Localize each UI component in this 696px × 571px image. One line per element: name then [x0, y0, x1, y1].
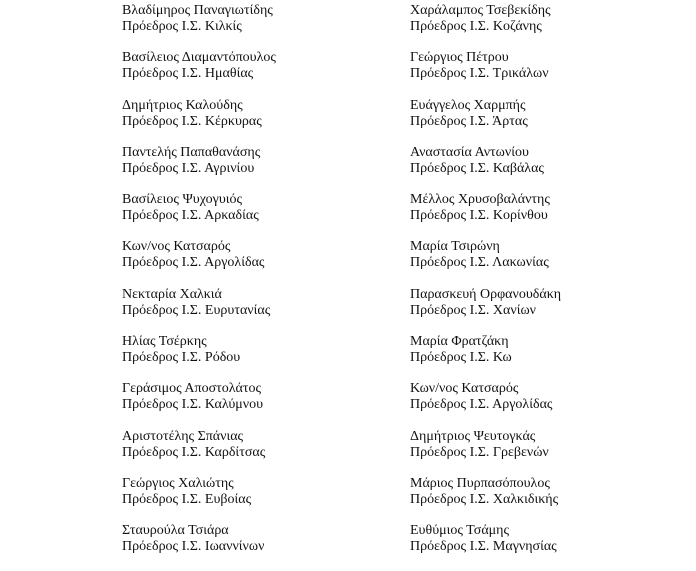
- signatory-name: Ευάγγελος Χαρμπής: [410, 97, 526, 113]
- signatory-entry: [410, 476, 561, 523]
- signatory-entry: [122, 523, 276, 570]
- signatory-entry: [410, 98, 561, 145]
- signatory-name: Χαράλαμπος Τσεβεκίδης: [410, 3, 551, 18]
- signatory-entry: [410, 192, 561, 239]
- signatory-entry: [122, 3, 276, 50]
- signatory-name: Βασίλειος Διαμαντόπουλος: [122, 50, 276, 66]
- signatory-title: Πρόεδρος Ι.Σ. Κιλκίς: [122, 19, 242, 34]
- signatory-name: Γεώργιος Χαλιώτης: [122, 475, 234, 491]
- signatory-entry: [410, 3, 561, 50]
- signatory-title: Πρόεδρος Ι.Σ. Τρικάλων: [410, 66, 549, 82]
- signatory-name: Νεκταρία Χαλκιά: [122, 286, 222, 302]
- signatory-name: Γεώργιος Πέτρου: [410, 50, 509, 66]
- signatory-name: Παντελής Παπαθανάσης: [122, 144, 261, 160]
- signatory-title: Πρόεδρος Ι.Σ. Ρόδου: [122, 350, 241, 366]
- signatory-title: Πρόεδρος Ι.Σ. Αγρινίου: [122, 160, 255, 176]
- signatory-name: Βασίλειος Ψυχογυιός: [122, 192, 243, 208]
- signatory-entry: [122, 334, 276, 381]
- signatory-entry: [122, 476, 276, 523]
- signatory-title: Πρόεδρος Ι.Σ. Γρεβενών: [410, 444, 549, 460]
- signatory-entry: [410, 429, 561, 476]
- signatory-title: Πρόεδρος Ι.Σ. Κέρκυρας: [122, 113, 262, 129]
- signatory-entry: [122, 145, 276, 192]
- signatory-title: Πρόεδρος Ι.Σ. Καβάλας: [410, 160, 544, 176]
- signatory-name: Μάριος Πυρπασόπουλος: [410, 475, 550, 491]
- signatory-entry: [122, 50, 276, 97]
- signatory-name: Γεράσιμος Αποστολάτος: [122, 381, 262, 397]
- signatory-name: Αριστοτέλης Σπάνιας: [122, 428, 244, 444]
- signatory-entry: [410, 523, 561, 570]
- signatory-title: Πρόεδρος Ι.Σ. Χαλκιδικής: [410, 491, 559, 507]
- signatory-title: Πρόεδρος Ι.Σ. Κορίνθου: [410, 208, 548, 224]
- signatory-entry: [410, 145, 561, 192]
- signatory-title: Πρόεδρος Ι.Σ. Λακωνίας: [410, 255, 549, 271]
- signatory-title: Πρόεδρος Ι.Σ. Καρδίτσας: [122, 444, 266, 460]
- signatory-entry: [122, 429, 276, 476]
- signatory-title: Πρόεδρος Ι.Σ. Χανίων: [410, 302, 536, 318]
- signatory-entry: [410, 381, 561, 428]
- signatory-name: Ευθύμιος Τσάμης: [410, 523, 510, 539]
- signatory-entry: [122, 287, 276, 334]
- signatory-title: Πρόεδρος Ι.Σ. Αργολίδας: [122, 255, 265, 271]
- signatory-entry: [122, 239, 276, 286]
- signatory-entry: [410, 239, 561, 286]
- signatory-title: Πρόεδρος Ι.Σ. Αρκαδίας: [122, 208, 259, 224]
- signatory-name: Μαρία Φρατζάκη: [410, 334, 509, 350]
- signatory-title: Πρόεδρος Ι.Σ. Αργολίδας: [410, 397, 553, 413]
- signatory-entry: [410, 50, 561, 97]
- signatory-name: Παρασκευή Ορφανουδάκη: [410, 286, 562, 302]
- signatory-title: Πρόεδρος Ι.Σ. Ιωαννίνων: [122, 539, 265, 555]
- signatory-name: Κων/νος Κατσαρός: [122, 239, 231, 255]
- signatory-title: Πρόεδρος Ι.Σ. Καλύμνου: [122, 397, 264, 413]
- signatory-entry: [410, 334, 561, 381]
- signatory-title: Πρόεδρος Ι.Σ. Ευρυτανίας: [122, 302, 271, 318]
- signatory-name: Μαρία Τσιρώνη: [410, 239, 500, 255]
- signatory-name: Δημήτριος Καλούδης: [122, 97, 243, 113]
- signatory-title: Πρόεδρος Ι.Σ. Άρτας: [410, 113, 528, 129]
- signatory-name: Σταυρούλα Τσιάρα: [122, 523, 229, 539]
- signatory-name: Μέλλος Χρυσοβαλάντης: [410, 192, 550, 208]
- signatory-name: Αναστασία Αντωνίου: [410, 144, 529, 160]
- signatory-name: Βλαδίμηρος Παναγιωτίδης: [122, 3, 273, 18]
- signatory-entry: [122, 98, 276, 145]
- signatory-title: Πρόεδρος Ι.Σ. Ημαθίας: [122, 66, 254, 82]
- signatory-name: Ηλίας Τσέρκης: [122, 334, 207, 350]
- signatory-title: Πρόεδρος Ι.Σ. Ευβοίας: [122, 491, 252, 507]
- signatories-column-left: [122, 3, 276, 571]
- signatories-column-right: [410, 3, 561, 571]
- signatory-name: Κων/νος Κατσαρός: [410, 381, 519, 397]
- signatory-entry: [122, 192, 276, 239]
- signatory-title: Πρόεδρος Ι.Σ. Κοζάνης: [410, 19, 542, 34]
- signatory-title: Πρόεδρος Ι.Σ. Κω: [410, 350, 512, 366]
- signatory-name: Δημήτριος Ψευτογκάς: [410, 428, 536, 444]
- signatory-entry: [410, 287, 561, 334]
- signatory-entry: [122, 381, 276, 428]
- signatory-title: Πρόεδρος Ι.Σ. Μαγνησίας: [410, 539, 557, 555]
